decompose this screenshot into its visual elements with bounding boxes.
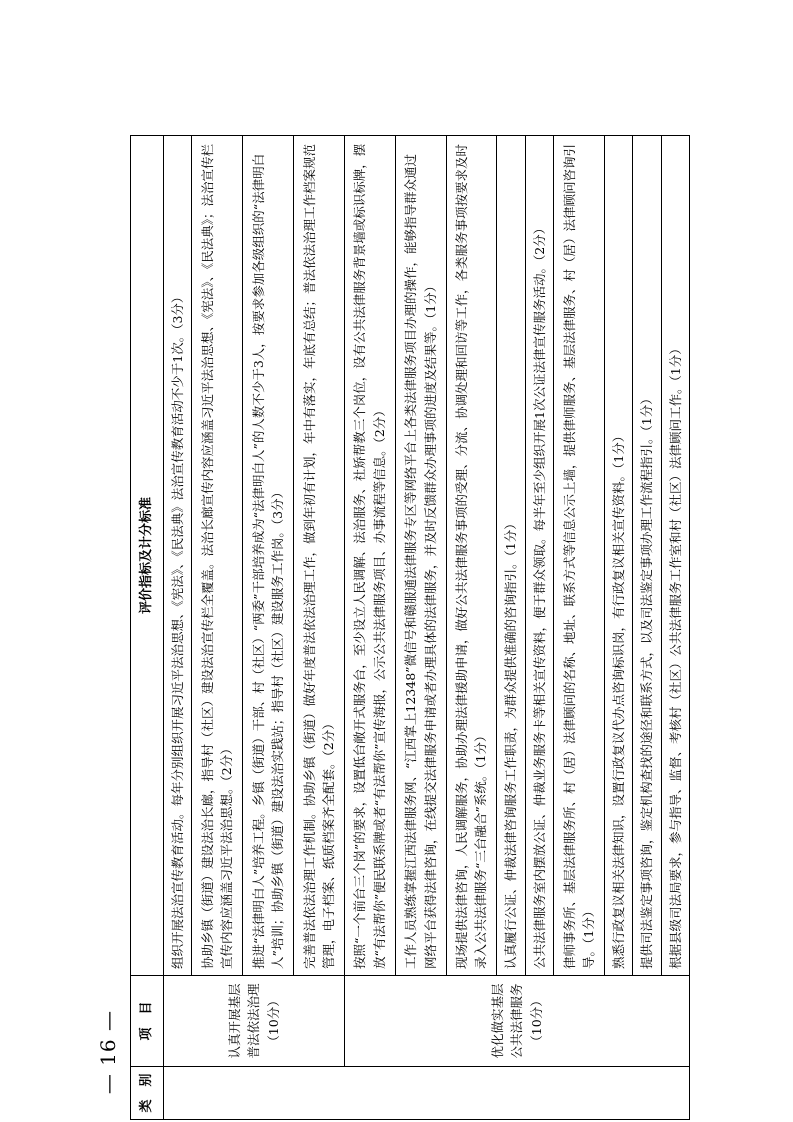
criteria-cell: 认真履行公证、仲裁法律咨询服务工作职责，为群众提供准确的咨询指引。（1分） bbox=[497, 136, 525, 976]
table-row bbox=[633, 136, 661, 1120]
table-row bbox=[661, 136, 689, 1120]
criteria-cell: 工作人员熟练掌握江西法律服务网、“江西掌上12348”微信号和赣服通法律服务专区等网络平台上各类法律服务项目办理的操作，能够指导群众通过网络平台获得法律咨询，在线提交法律服务申请或者办理具体的法律服务，并及时反馈群众办理事项的进度及结果等。（1分） bbox=[395, 136, 446, 976]
page-number: — 16 — bbox=[96, 1010, 120, 1095]
item-cell-legal-publicity: 认真开展基层普法依法治理（10分） bbox=[164, 976, 345, 1067]
criteria-cell: 推进“法律明白人”培养工程。乡镇（街道）干部、村（社区）“两委”干部培养成为“法律明白人”的人数不少于3人，按要求参加各级组织的“法律明白人”培训；协助乡镇（街道）建设法治实践站；指导村（社区）建设服务工作岗。（3分） bbox=[243, 136, 294, 976]
table-row bbox=[525, 136, 553, 1120]
table-row bbox=[604, 136, 632, 1120]
criteria-cell: 提供司法鉴定事项咨询，鉴定机构查找的途径和联系方式，以及司法鉴定事项办理工作流程指引。（1分） bbox=[633, 136, 661, 976]
header-criteria: 评价指标及计分标准 bbox=[131, 136, 164, 976]
table-row bbox=[294, 136, 345, 1120]
header-category: 类 别 bbox=[131, 1067, 164, 1120]
table-header-row bbox=[131, 136, 164, 1120]
table-row bbox=[243, 136, 294, 1120]
criteria-cell: 律师事务所、基层法律服务所、村（居）法律顾问的名称、地址、联系方式等信息公示上墙，提供律师服务、基层法律服务、村（居）法律顾问咨询引导。（1分） bbox=[554, 136, 605, 976]
table-row bbox=[344, 136, 395, 1120]
table-row bbox=[192, 136, 243, 1120]
table-row bbox=[446, 136, 497, 1120]
table-row bbox=[164, 136, 192, 1120]
criteria-cell: 组织开展法治宣传教育活动。每年分别组织开展习近平法治思想、《宪法》、《民法典》法治宣传教育活动不少于1次。（3分） bbox=[164, 136, 192, 976]
evaluation-table bbox=[130, 135, 690, 1120]
criteria-cell: 熟悉行政复议相关法律知识，设置行政复议代办点咨询标识岗，有行政复议相关宣传资料。（1分） bbox=[604, 136, 632, 976]
criteria-cell: 完善普法依法治理工作机制。协助乡镇（街道）做好年度普法依法治理工作，做到年初有计划，年中有落实，年底有总结；普法依法治理工作档案规范管理，电子档案、纸质档案齐全配套。（2分） bbox=[294, 136, 345, 976]
category-cell bbox=[164, 1067, 690, 1120]
criteria-cell: 现场提供法律咨询，人民调解服务，协助办理法律援助申请，做好公共法律服务事项的受理、分流、协调处理和回访等工作，各类服务事项按要求及时录入公共法律服务“三台融合”系统。（1分） bbox=[446, 136, 497, 976]
criteria-cell: 根据县级司法局要求，参与指导、监督、考核村（社区）公共法律服务工作室和村（社区）法律顾问工作。（1分） bbox=[661, 136, 689, 976]
criteria-cell: 按照“一个前台三个岗”的要求，设置低台敞开式服务台，至少设立人民调解、法治服务、社矫帮教三个岗位，设有公共法律服务背景墙或标识标牌，摆放“有法帮你”便民联系牌或者“有法帮你”宣传海报，公示公共法律服务项目、办事流程等信息。（2分） bbox=[344, 136, 395, 976]
table-row bbox=[395, 136, 446, 1120]
item-cell-public-legal-service: 优化做实基层公共法律服务（10分） bbox=[344, 976, 689, 1067]
criteria-cell: 公共法律服务室内摆放公证、仲裁业务服务卡等相关宣传资料，便于群众领取。每半年至少组织开展1次公证法律宣传服务活动。（2分） bbox=[525, 136, 553, 976]
header-item: 项 目 bbox=[131, 976, 164, 1067]
table-row bbox=[497, 136, 525, 1120]
evaluation-table-container bbox=[130, 135, 793, 1113]
table-row bbox=[554, 136, 605, 1120]
criteria-cell: 协助乡镇（街道）建设法治长廊，指导村（社区）建设法治宣传栏全覆盖。法治长廊宣传内容应涵盖习近平法治思想、《宪法》、《民法典》；法治宣传栏宣传内容应涵盖习近平法治思想。（2分） bbox=[192, 136, 243, 976]
